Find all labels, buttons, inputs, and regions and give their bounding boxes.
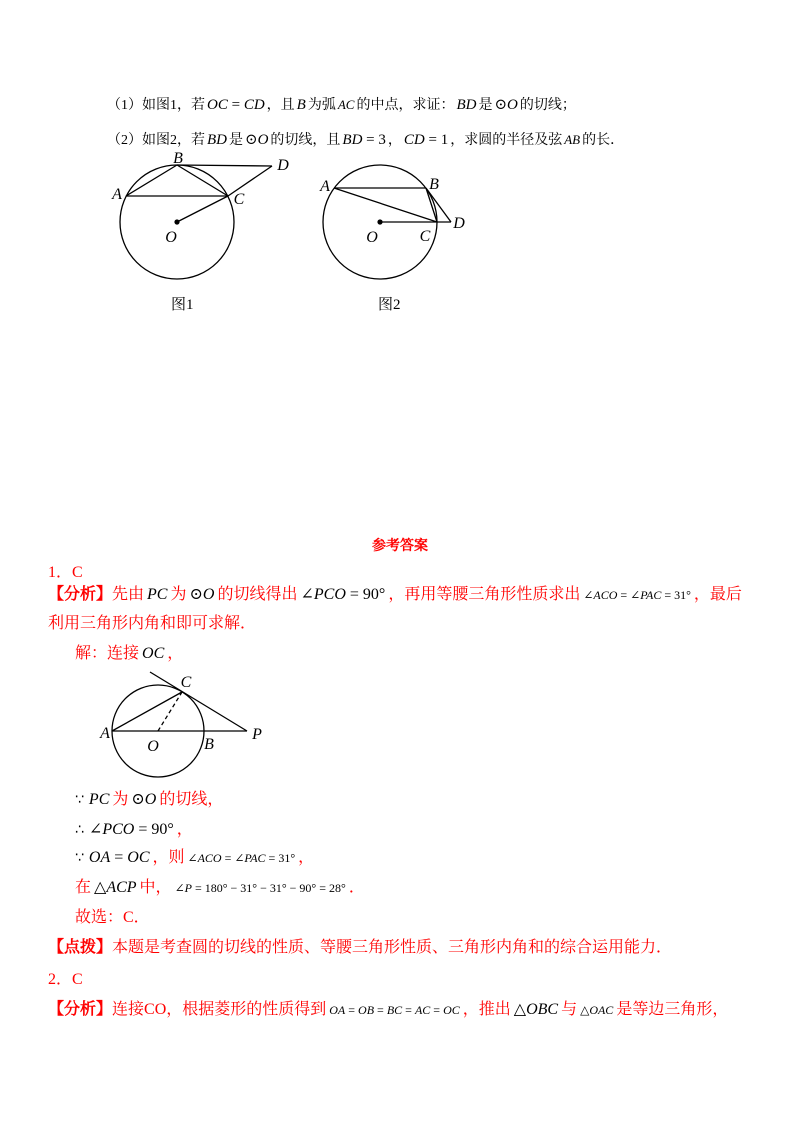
math-variable: B [296, 97, 306, 113]
math-variable: AC [414, 1003, 431, 1017]
text-run: 为弧 [307, 98, 336, 113]
text-run: ， [298, 849, 315, 866]
text-run: ， [176, 821, 193, 838]
math-variable: BC [386, 1003, 403, 1017]
text-run: 本题是考查圆的切线的性质、等腰三角形性质、三角形内角和的综合运用能力． [112, 939, 673, 956]
point-label-o: O [165, 229, 177, 246]
point-label-b: B [429, 176, 439, 193]
analysis-tag: 【分析】 [48, 586, 113, 603]
math-variable: O [202, 586, 215, 603]
text-run: 是等边三角形， [616, 1001, 729, 1018]
math-expression: ∠P = 180° − 31° − 31° − 90° = 28° [174, 881, 346, 895]
figure-2-caption: 图2 [378, 297, 401, 313]
solution-figure [95, 665, 275, 790]
text-run: ，则 [152, 849, 185, 866]
point-label-o: O [366, 229, 378, 246]
solution-step-2 [75, 819, 193, 841]
point-label-c: C [419, 228, 431, 245]
text-run: ， [387, 133, 402, 148]
math-variable: BD [207, 132, 227, 148]
text-run: 故选：C． [75, 909, 150, 926]
text-run: （2）如图2，若 [107, 133, 205, 148]
segment-ac [334, 188, 437, 222]
math-variable: O [144, 791, 157, 808]
point-label-c: C [180, 674, 192, 691]
math-variable: OC [142, 645, 165, 662]
point-label-b: B [204, 736, 214, 753]
math-expression: ∠PCO = 90° [88, 821, 174, 838]
segment-bc [177, 165, 228, 196]
math-variable: OB [358, 1003, 375, 1017]
math-expression: BD = 3 [342, 132, 386, 148]
math-expression [297, 94, 306, 116]
segment-oc [177, 196, 228, 222]
math-expression: △ACP [94, 879, 137, 896]
text-run: ，求圆的半径及弦 [450, 133, 563, 148]
math-variable: CD [403, 132, 425, 148]
point-label-c: C [233, 191, 245, 208]
therefore-symbol: ∴ [75, 822, 84, 838]
math-expression: CD = 1 [403, 132, 449, 148]
math-expression: OA = OB = BC = AC = OC [329, 1003, 460, 1017]
answer-1-choice: 1．C [48, 564, 83, 581]
math-expression: ⊙O [189, 586, 215, 603]
segment-bd [177, 165, 272, 166]
point-label-d: D [453, 215, 465, 232]
math-expression: ∠PCO = 90° [300, 586, 386, 603]
text-run: 的切线， [159, 791, 224, 808]
segment-ac [112, 692, 182, 731]
math-variable: AC [337, 97, 355, 112]
math-variable: O [257, 132, 269, 148]
math-expression: OC = CD [207, 97, 265, 113]
answer-1-analysis-line-2: 利用三角形内角和即可求解． [48, 615, 257, 632]
text-run: 为 [112, 791, 129, 808]
math-expression [338, 94, 355, 116]
answer-1-analysis-line-1 [48, 584, 742, 606]
math-expression: ⊙O [494, 97, 518, 113]
text-run: 先由 [112, 586, 145, 603]
math-variable: BD [456, 97, 477, 113]
point-label-o: O [147, 738, 159, 755]
answer-heading: 参考答案 [372, 539, 428, 554]
text-run: 与 [561, 1001, 578, 1018]
point-label-b: B [173, 150, 183, 167]
segment-bc [426, 188, 437, 222]
answer-1-remark [48, 937, 672, 959]
math-variable: OC [443, 1003, 460, 1017]
math-variable: PAC [640, 588, 662, 602]
math-variable: OBC [526, 1001, 559, 1018]
math-variable: P [184, 881, 192, 895]
text-run: 的中点，求证： [356, 98, 455, 113]
text-run: （1）如图1，若 [107, 98, 205, 113]
math-expression [147, 584, 167, 606]
math-variable: ACP [106, 879, 137, 896]
remark-tag: 【点拨】 [48, 939, 113, 956]
math-expression [142, 643, 164, 665]
math-variable: PCO [313, 586, 346, 603]
question-figures [100, 145, 480, 320]
text-run: ，再用等腰三角形性质求出 [388, 586, 581, 603]
text-run: 解：连接 [75, 645, 140, 662]
because-symbol: ∵ [75, 850, 84, 866]
math-expression: △OBC [513, 1001, 559, 1018]
text-run: ， [167, 645, 184, 662]
math-variable: PC [147, 586, 168, 603]
answer-1-solution-intro [75, 643, 183, 665]
math-expression [89, 789, 109, 811]
text-run: 的长． [582, 133, 625, 148]
solution-step-3 [75, 847, 314, 869]
text-run: 为 [170, 586, 187, 603]
math-expression: ∠ACO = ∠PAC = 31° [187, 851, 296, 865]
math-expression: ⊙O [245, 132, 269, 148]
math-variable: OA [88, 849, 111, 866]
figure-2 [319, 165, 465, 279]
figure-1 [111, 150, 289, 279]
math-variable: O [507, 97, 518, 113]
math-variable: ACO [593, 588, 618, 602]
math-variable: OC [127, 849, 150, 866]
math-variable: OC [207, 97, 228, 113]
math-expression: ⊙O [131, 791, 157, 808]
analysis-tag: 【分析】 [48, 1001, 113, 1018]
point-label-a: A [320, 178, 330, 195]
text-run: 中， [139, 879, 172, 896]
point-label-a: A [100, 725, 110, 742]
math-expression [456, 94, 476, 116]
center-dot [377, 219, 382, 224]
math-variable: OAC [589, 1003, 614, 1017]
math-expression: ∠ACO = ∠PAC = 31° [583, 588, 691, 602]
text-run: ． [348, 879, 365, 896]
because-symbol: ∵ [75, 792, 84, 808]
point-label-p: P [252, 726, 262, 743]
math-variable: PC [88, 791, 110, 808]
solution-conclusion [75, 907, 150, 929]
math-variable: CD [243, 97, 265, 113]
math-expression: △OAC [580, 1003, 614, 1017]
text-run: ，且 [266, 98, 295, 113]
segment-bd [426, 188, 451, 222]
question-part-1 [107, 94, 576, 116]
point-label-a: A [112, 186, 122, 203]
solution-step-1 [75, 789, 223, 811]
text-run: 的切线； [519, 98, 576, 113]
solution-step-4 [75, 877, 365, 899]
math-expression: OA = OC [88, 849, 150, 866]
text-run: 是 [478, 98, 493, 113]
figure-1-caption: 图1 [171, 297, 194, 313]
center-dot [174, 219, 179, 224]
text-run: 在 [75, 879, 92, 896]
math-variable: OA [329, 1003, 346, 1017]
answer-2-analysis-line-1 [48, 999, 728, 1021]
text-run: 的切线得出 [217, 586, 298, 603]
answer-2-choice: 2．C [48, 971, 83, 988]
dashed-segment-oc [158, 692, 182, 731]
math-variable: BD [342, 132, 363, 148]
segment-ab [126, 165, 177, 196]
point-label-d: D [277, 157, 289, 174]
math-expression [564, 129, 580, 151]
text-run: 是 [229, 133, 243, 148]
math-variable: PCO [102, 821, 135, 838]
math-variable: ACO [197, 851, 222, 865]
text-run: 连接CO，根据菱形的性质得到 [112, 1001, 327, 1018]
math-variable: AB [564, 132, 581, 147]
text-run: ，推出 [462, 1001, 511, 1018]
math-variable: PAC [244, 851, 266, 865]
text-run: 的切线，且 [270, 133, 341, 148]
text-run: ，最后 [693, 586, 742, 603]
